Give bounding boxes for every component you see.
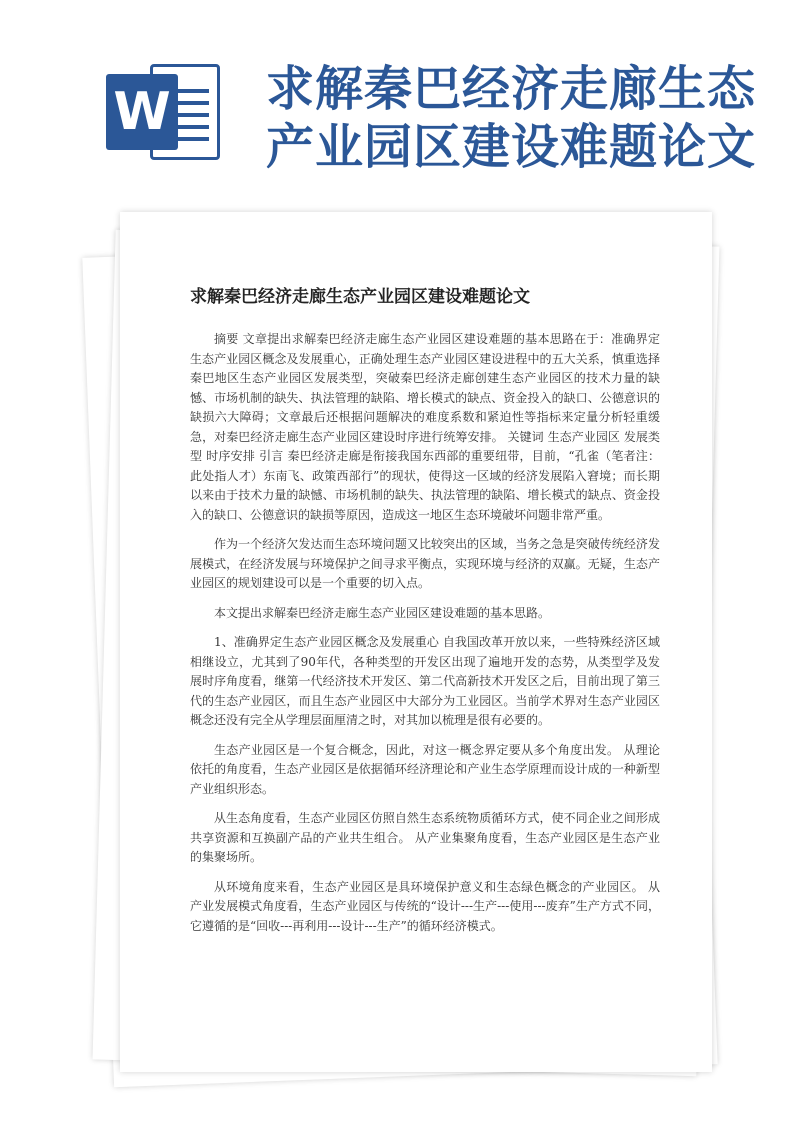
paragraph: 从生态角度看，生态产业园区仿照自然生态系统物质循环方式，使不同企业之间形成共享资源和互换副产品的产业共生组合。 从产业集聚角度看，生态产业园区是生态产业的集聚场所。 [190,811,660,864]
paragraph: 生态产业园区是一个复合概念，因此，对这一概念界定要从多个角度出发。 从理论依托的角度看，生态产业园区是依据循环经济理论和产业生态学原理而设计成的一种新型产业组织形态。 [190,742,660,796]
document-body [190,330,660,946]
banner-title: 求解秦巴经济走廊生态产业园区建设难题论文 [266,61,757,175]
paragraph: 本文提出求解秦巴经济走廊生态产业园区建设难题的基本思路。 [214,605,551,620]
paragraph-abstract: 摘要 文章提出求解秦巴经济走廊生态产业园区建设难题的基本思路在于：准确界定生态产业园区概念及发展重心，正确处理生态产业园区建设进程中的五大关系，慎重选择秦巴地区生态产业园区发展类型，突破秦巴经济走廊创建生态产业园区的技术力量的缺憾、市场机制的缺失、执法管理的缺陷、增长模式的缺点、资金投入的缺口、公德意识的缺损六大障碍；文章最后还根据问题解决的难度系数和紧迫性等指标来定量分析轻重缓急，对秦巴经济走廊生态产业园区建设时序进行统筹安排。 关键词 生态产业园区 发展类型 时序安排 引言 秦巴经济走廊是衔接我国东西部的重要纽带，目前，“孔雀（笔者注：此处指人才）东南飞、政策西部行”的现状，使得这一区域的经济发展陷入窘境；而长期以来由于技术力量的缺憾、市场机制的缺失、执法管理的缺陷、增长模式的缺点、资金投入的缺口、公德意识的缺损等原因，造成这一地区生态环境破坏问题非常严重。 [190,332,660,522]
banner [0,0,800,200]
paragraph: 1、准确界定生态产业园区概念及发展重心 自我国改革开放以来，一些特殊经济区域相继设立，尤其到了90年代，各种类型的开发区出现了遍地开发的态势，从类型学及发展时序角度看，继第一代经济技术开发区、第二代高新技术开发区之后，目前出现了第三代的生态产业园区，而且生态产业园区中大部分为工业园区。当前学术界对生态产业园区概念还没有完全从学理层面厘清之时，对其加以梳理是很有必要的。 [190,635,660,727]
word-letter-badge: W [106,74,178,150]
paragraph: 作为一个经济欠发达而生态环境问题又比较突出的区域，当务之急是突破传统经济发展模式，在经济发展与环境保护之间寻求平衡点，实现环境与经济的双赢。无疑，生态产业园区的规划建设可以是一个重要的切入点。 [190,537,660,590]
paragraph: 从环境角度来看，生态产业园区是具环境保护意义和生态绿色概念的产业园区。 从产业发展模式角度看，生态产业园区与传统的“设计---生产---使用---废弃”生产方式不同，它遵循的是“回收---再利用---设计---生产”的循环经济模式。 [190,879,660,933]
document-title: 求解秦巴经济走廊生态产业园区建设难题论文 [190,287,530,307]
word-document-icon [106,64,228,160]
document-page [120,212,712,1072]
